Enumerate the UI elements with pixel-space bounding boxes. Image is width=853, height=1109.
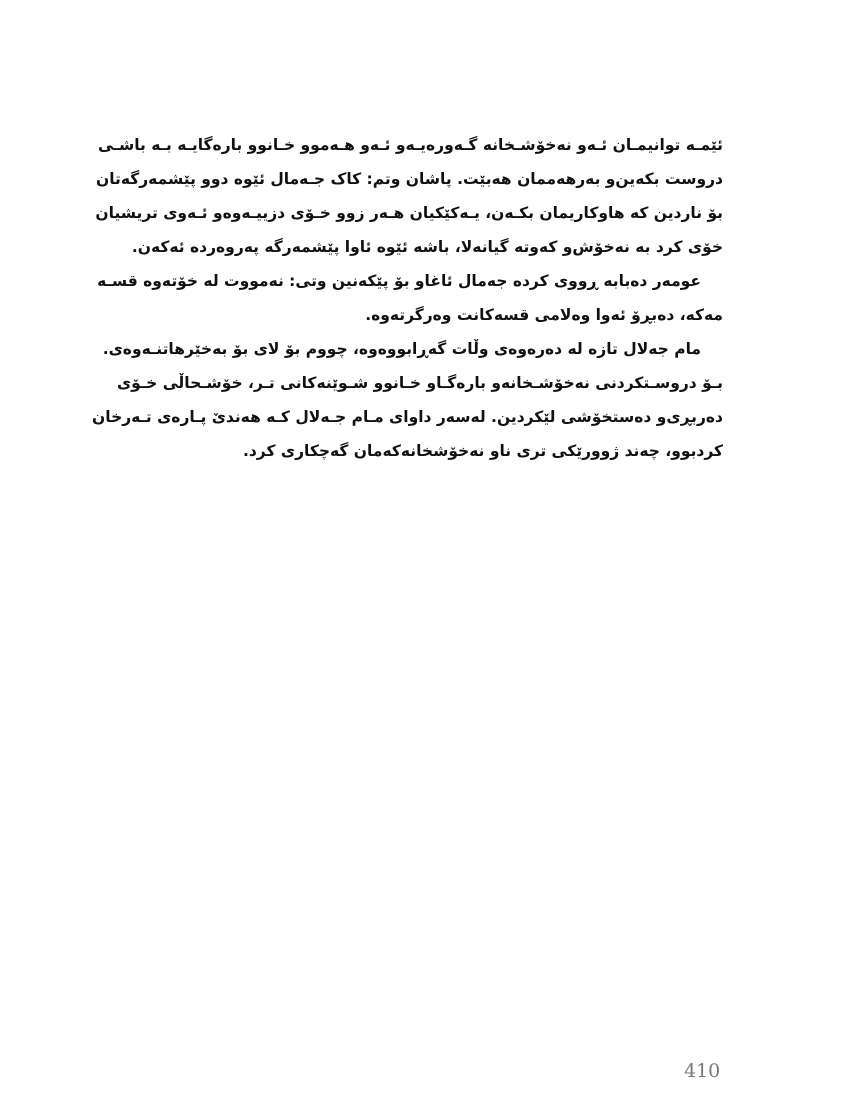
text-line: خۆی کرد بە نەخۆش‌و کەوتە گیانەلا، باشە ئێوە ئاوا پێشمەرگە پەروەردە ئەکەن. <box>131 238 723 256</box>
paragraph-4 <box>92 366 723 468</box>
text-line: مام جەلال تازە لە دەرەوەی وڵات گەڕابووەوە، چووم بۆ لای بۆ بەخێرهاتنـەوەی. <box>102 340 701 358</box>
text-line: مەکە، دەبڕۆ ئەوا وەلامی قسەکانت وەرگرتەوە. <box>365 306 723 324</box>
body-text <box>92 128 723 468</box>
page-number: 410 <box>684 1060 721 1082</box>
text-line: بۆ ناردین کە هاوکاریمان بکـەن، یـەکێکیان هـەر زوو خـۆی دزییـەوەو ئـەوی تریشیان <box>95 204 723 222</box>
text-line: بـۆ دروسـتکردنی نەخۆشـخانەو بارەگـاو خـانوو شـوێنەکانی تـر، خۆشـحاڵی خـۆی <box>116 374 723 392</box>
text-line: عومەر دەبابە ڕووی کردە جەمال ئاغاو بۆ پێکەنین وتی: نەمووت لە خۆتەوە قسـە <box>97 272 701 290</box>
text-line: دەربڕی‌و دەستخۆشی لێکردین. لەسەر داوای مـام جـەلال کـە هەندێ پـارەی تـەرخان <box>92 408 723 426</box>
text-line: ئێمـە توانیمـان ئـەو نەخۆشـخانە گـەورەیـەو ئـەو هـەموو خـانوو بارەگایـە بـە باشـی <box>98 136 723 154</box>
text-line: کردبوو، چەند ژوورێکی تری ناو نەخۆشخانەکەمان گەچکاری کرد. <box>242 442 723 460</box>
paragraph-3 <box>102 332 723 366</box>
paragraph-2 <box>97 264 723 332</box>
text-line: دروست بکەین‌و بەرهەممان هەبێت. پاشان وتم: کاک جـەمال ئێوە دوو پێشمەرگەتان <box>95 170 723 188</box>
paragraph-1 <box>95 128 723 264</box>
